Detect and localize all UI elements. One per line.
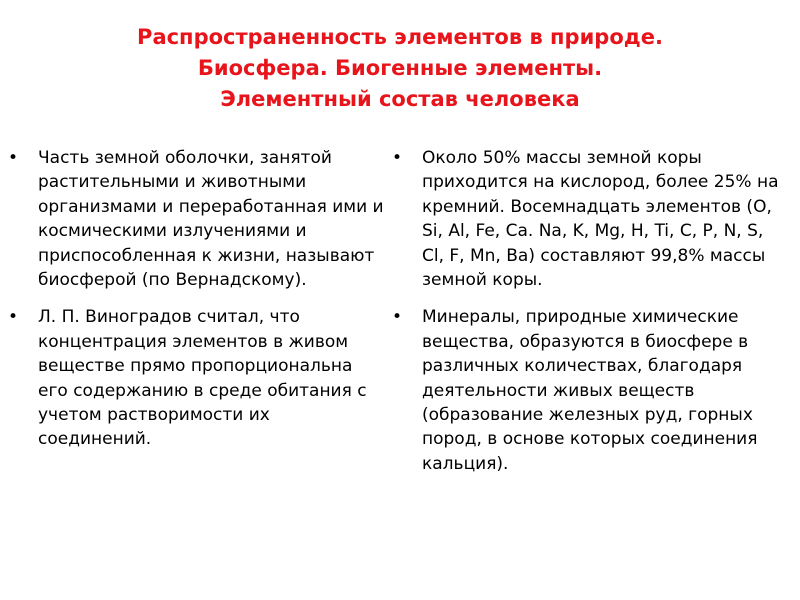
right-bullet-text-1: Около 50% массы земной коры приходится на кислород, более 25% на кремний. Восемнадцать элементов (O, Si, Al, Fe, Ca. Na, K, Mg, H, Ti, C, P, N, S, Cl, F, Mn, Ba) составляют 99,8% массы земной коры. — [422, 148, 779, 291]
bullet-icon: • — [392, 148, 403, 168]
right-column — [392, 146, 790, 476]
right-bullet-item-2 — [392, 305, 790, 476]
title-line-3: Элементный состав человека — [220, 87, 580, 111]
left-column — [8, 146, 386, 452]
left-bullet-text-2: Л. П. Виноградов считал, что концентрация элементов в живом веществе прямо пропорциональна его содержанию в среде обитания с учетом растворимости их соединений. — [38, 307, 367, 450]
left-bullet-text-1: Часть земной оболочки, занятой растительными и животными организмами и переработанная ими и космическими излучениями и приспособленная к жизни, называют биосферой (по Вернадскому). — [38, 148, 384, 291]
right-bullet-text-2: Минералы, природные химические вещества, образуются в биосфере в различных количествах, благодаря деятельности живых веществ (образование железных руд, горных пород, в основе которых соединения кальция). — [422, 307, 758, 474]
slide-title — [40, 22, 760, 115]
bullet-icon: • — [8, 307, 19, 328]
bullet-icon: • — [8, 148, 19, 168]
title-line-2: Биосфера. Биогенные элементы. — [197, 56, 603, 80]
left-bullet-item-2 — [8, 305, 386, 451]
right-bullet-item-1 — [392, 146, 790, 292]
title-line-1: Распространенность элементов в природе. — [137, 25, 663, 49]
bullet-icon: • — [392, 307, 403, 328]
left-bullet-item-1 — [8, 146, 386, 292]
